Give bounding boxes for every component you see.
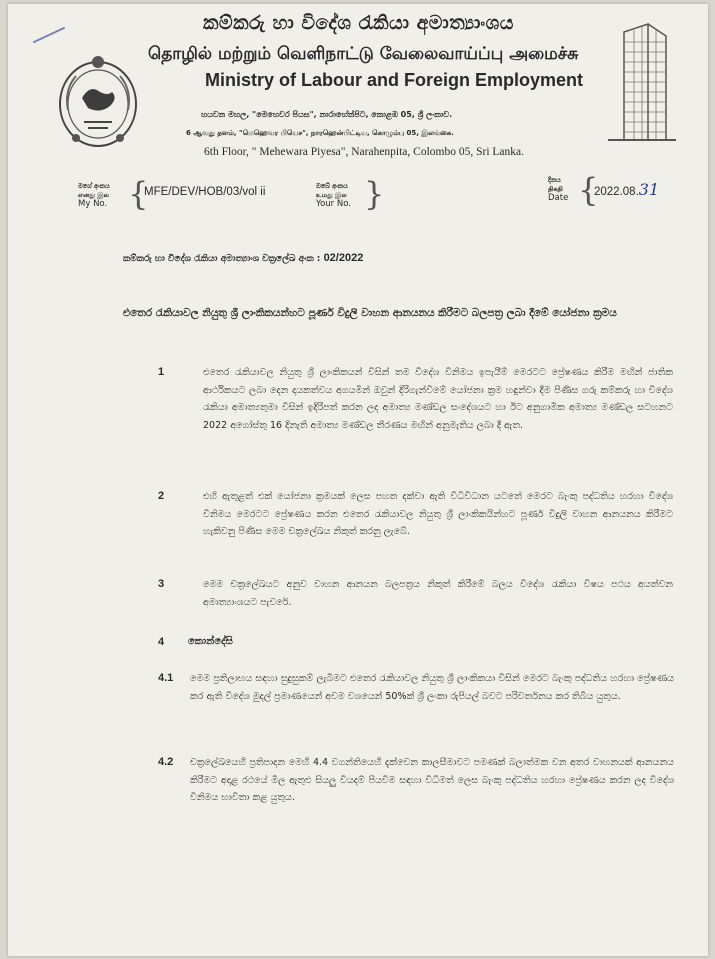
clause-4-2: චක්‍රලේඛයෙහි ප්‍රතිපාදන මෙහි 4.4 වගන්තියෙහි දැක්වෙන කාලසීමාවට පමණක් බලාත්මක වන අතර වාහනයක් ආනයනය කිරීමට අදාළ රථයේ මිල ඇතුළු සියලු වියදම් පියවීම සඳහා විධිමත් ලෙස බැංකු පද්ධතිය හරහා ප්‍රේෂණය කරන ලද විදේශ විනිමය භාවිතා කළ යුතුය. (190, 757, 674, 804)
paragraph-number: 1 (158, 366, 165, 378)
date-handwritten: 31 (638, 180, 660, 199)
date-label-si: දිනය (548, 176, 561, 184)
sri-lanka-emblem-icon (54, 50, 142, 150)
conditions-heading: කොන්දේසි (188, 636, 233, 647)
date-label (548, 176, 568, 203)
my-no-label-ta: எனது இல (78, 191, 109, 199)
paragraph-number: 2 (158, 490, 165, 502)
office-building-icon (604, 22, 678, 144)
circular-number (123, 252, 363, 264)
brace: { (578, 171, 599, 209)
date-value (594, 180, 659, 199)
your-no-label (316, 182, 351, 209)
circular-label: කම්කරු හා විදේශ රැකියා අමාත්‍යාංශ චක්‍රලේඛ අංක : (123, 254, 321, 264)
my-no-label (78, 182, 110, 209)
your-no-label-si: ඔබේ අංකය (316, 182, 348, 190)
paragraph-number: 3 (158, 578, 165, 590)
paragraph-3: මෙම චක්‍රලේඛයට අනුව වාහන ආනයන බලපත්‍රය නිකුත් කිරීමේ බලය විදේශ රැකියා විෂය පථය අයත්වන අමාත්‍යාංශයට පැවරේ. (203, 579, 673, 608)
letter-page (8, 4, 708, 956)
ministry-name-english: Ministry of Labour and Foreign Employment (205, 70, 584, 90)
ministry-name-tamil: தொழில் மற்றும் வெளிநாட்டு வேலைவாய்ப்பு அமைச்சு (148, 44, 579, 64)
date-label-ta: திகதி (548, 185, 563, 193)
paragraph-1: එතෙර රැකියාවල නියුතු ශ්‍රී ලාංකිකයන් විසින් තම විදේශ විනිමය ඉපැයීම් මෙරටට ප්‍රේෂණය කිරීම මඟින් ජාතික ආර්ථිකයට ලබා දෙන දායකත්වය අගයමින් ඔවුන් දිරිගැන්වීමේ යෝජනා ක්‍රම හඳුන්වා දීම පිණිස ගරු කම්කරු හා විදේශ රැකියා අමාත්‍යතුමා විසින් ඉදිරිපත් කරන ලද අමාත්‍ය මණ්ඩල සංදේශයට හා ඊට අනුගාමික අමාත්‍ය මණ්ඩල සටහනට 2022 අගෝස්තු 16 දිනැති අමාත්‍ය මණ්ඩල තීරණය මඟින් අනුමැතිය ලබා දී ඇත. (203, 367, 673, 431)
ministry-name-sinhala: කම්කරු හා විදේශ රැකියා අමාත්‍යාංශය (203, 12, 514, 34)
date-label-en: Date (548, 193, 569, 203)
my-no-label-en: My No. (78, 199, 108, 209)
subject-heading: එතෙර රැකියාවල නියුතු ශ්‍රී ලාංකිකයන්හට පූර්ණ විදුලි වාහන ආනයනය කිරීමට බලපත්‍ර ලබා දීමේ යෝජනා ක්‍රමය (123, 307, 617, 319)
your-no-label-en: Your No. (316, 199, 351, 209)
my-no-label-si: මගේ අංකය (78, 182, 110, 190)
your-no-label-ta: உமது இல (316, 191, 347, 199)
paragraph-number: 4 (158, 636, 165, 648)
pen-mark (30, 22, 70, 46)
my-no-value: MFE/DEV/HOB/03/vol ii (144, 186, 266, 198)
address-english: 6th Floor, " Mehewara Piyesa", Narahenpita, Colombo 05, Sri Lanka. (204, 146, 525, 158)
clause-number: 4.1 (158, 672, 174, 684)
paragraph-2: එහි ඇතුළත් එක් යෝජනා ක්‍රමයක් ලෙස පහත දක්වා ඇති විධිවිධාන යටතේ මෙරට බැංකු පද්ධතිය හරහා විදේශ විනිමය මෙරටට ප්‍රේෂණය කරන එතෙර රැකියාවල නියුතු ශ්‍රී ලාංකිකයින්හට පූර්ණ විදුලි වාහන ආනයනය කිරීමට හැකිවනු පිණිස මෙම චක්‍රලේඛය නිකුත් කරනු ලැබේ. (203, 491, 673, 538)
clause-4-1: මෙම ප්‍රතිලාභය සඳහා සුදුසුකම් ලැබීමට එතෙර රැකියාවල නියුතු ශ්‍රී ලාංකිකයා විසින් මෙරට බැංකු පද්ධතිය හරහා ප්‍රේෂණය කර ඇති විදේශ මුදල් ප්‍රමාණයෙන් අවම වශයෙන් 50%ක් ශ්‍රී ලංකා රුපියල් බවට පරිවර්තනය කර තිබිය යුතුය. (190, 673, 674, 702)
circular-number-value: 02/2022 (323, 252, 364, 264)
address-sinhala: හයවන මහල, "මෙහෙවර පියස", නාරාහේන්පිට, කොළඹ 05, ශ්‍රී ලංකාව. (201, 110, 453, 119)
address-tamil: 6 ஆவது தளம், "மெஹெவர பியெச", நாரஹென்பிட்டிய, கொழும்பு 05, இலங்கை. (186, 129, 454, 137)
brace: { (128, 175, 149, 213)
brace: } (364, 175, 385, 213)
date-printed: 2022.08. (594, 186, 639, 198)
clause-number: 4.2 (158, 756, 174, 768)
